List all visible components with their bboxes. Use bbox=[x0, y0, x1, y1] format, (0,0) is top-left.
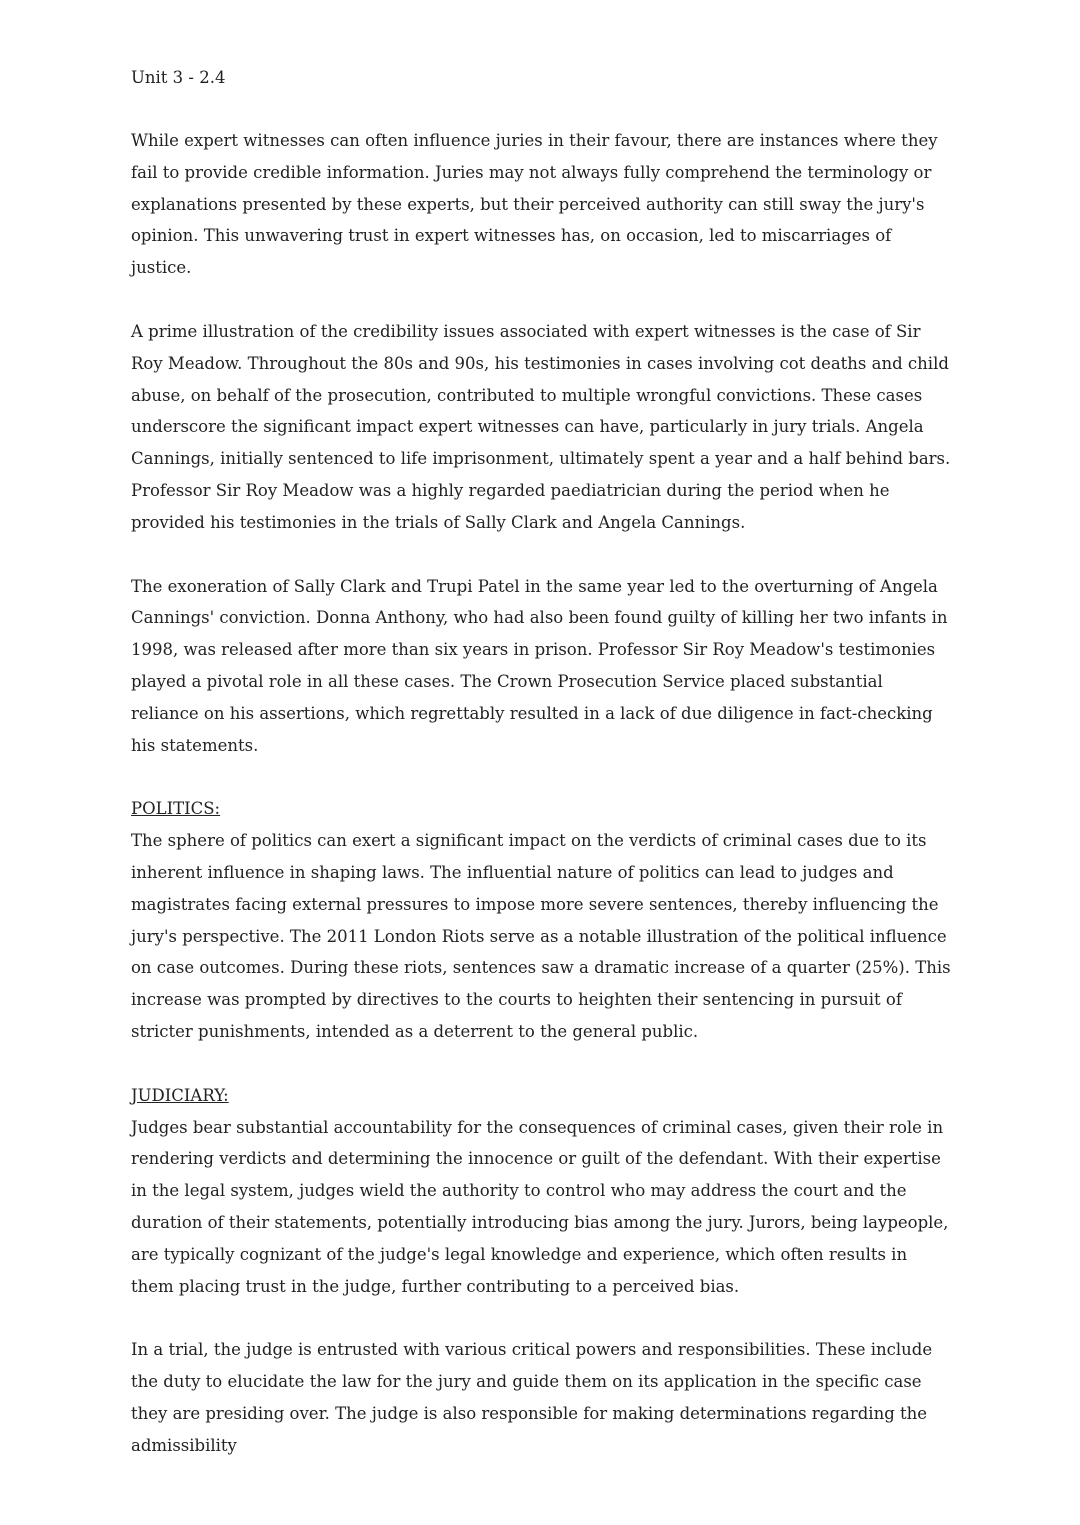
paragraph-roy-meadow: A prime illustration of the credibility issues associated with expert witnesses is the case of Sir Roy Meadow. Throughout the 80s and 90s, his testimonies in cases involving cot deaths and child abuse, on behalf of the prosecution, contributed to multiple wrongful convictions. These cases underscore the significant impact expert witnesses can have, particularly in jury trials. Angela Cannings, initially sentenced to life imprisonment, ultimately spent a year and a half behind bars. Professor Sir Roy Meadow was a highly regarded paediatrician during the period when he provided his testimonies in the trials of Sally Clark and Angela Cannings. bbox=[131, 321, 951, 532]
paragraph-expert-witnesses: While expert witnesses can often influence juries in their favour, there are instances where they fail to provide credible information. Juries may not always fully comprehend the terminology or explanations presented by these experts, but their perceived authority can still sway the jury's opinion. This unwavering trust in expert witnesses has, on occasion, led to miscarriages of justice. bbox=[131, 131, 938, 278]
paragraph-judiciary: Judges bear substantial accountability for the consequences of criminal cases, given their role in rendering verdicts and determining the innocence or guilt of the defendant. With their expertise in the legal system, judges wield the authority to control who may address the court and the duration of their statements, potentially introducing bias among the jury. Jurors, being laypeople, are typically cognizant of the judge's legal knowledge and experience, which often results in them placing trust in the judge, further contributing to a perceived bias. bbox=[131, 1117, 949, 1296]
section-heading-politics: POLITICS: bbox=[131, 799, 221, 819]
section-politics bbox=[131, 793, 951, 1047]
document-page bbox=[131, 64, 951, 1493]
unit-header: Unit 3 - 2.4 bbox=[131, 68, 226, 87]
paragraph-exoneration: The exoneration of Sally Clark and Trupi Patel in the same year led to the overturning of Angela Cannings' conviction. Donna Anthony, who had also been found guilty of killing her two infants in 1998, was released after more than six years in prison. Professor Sir Roy Meadow's testimonies played a pivotal role in all these cases. The Crown Prosecution Service placed substantial reliance on his assertions, which regrettably resulted in a lack of due diligence in fact-checking his statements. bbox=[131, 576, 948, 755]
section-judiciary bbox=[131, 1080, 951, 1303]
paragraph-trial-judge: In a trial, the judge is entrusted with various critical powers and responsibilities. These include the duty to elucidate the law for the jury and guide them on its application in the specific case they are presiding over. The judge is also responsible for making determinations regarding the admissibility bbox=[131, 1340, 933, 1455]
section-heading-judiciary: JUDICIARY: bbox=[131, 1085, 229, 1105]
paragraph-politics: The sphere of politics can exert a significant impact on the verdicts of criminal cases due to its inherent influence in shaping laws. The influential nature of politics can lead to judges and magistrates facing external pressures to impose more severe sentences, thereby influencing the jury's perspective. The 2011 London Riots serve as a notable illustration of the political influence on case outcomes. During these riots, sentences saw a dramatic increase of a quarter (25%). This increase was prompted by directives to the courts to heighten their sentencing in pursuit of stricter punishments, intended as a deterrent to the general public. bbox=[131, 831, 951, 1041]
